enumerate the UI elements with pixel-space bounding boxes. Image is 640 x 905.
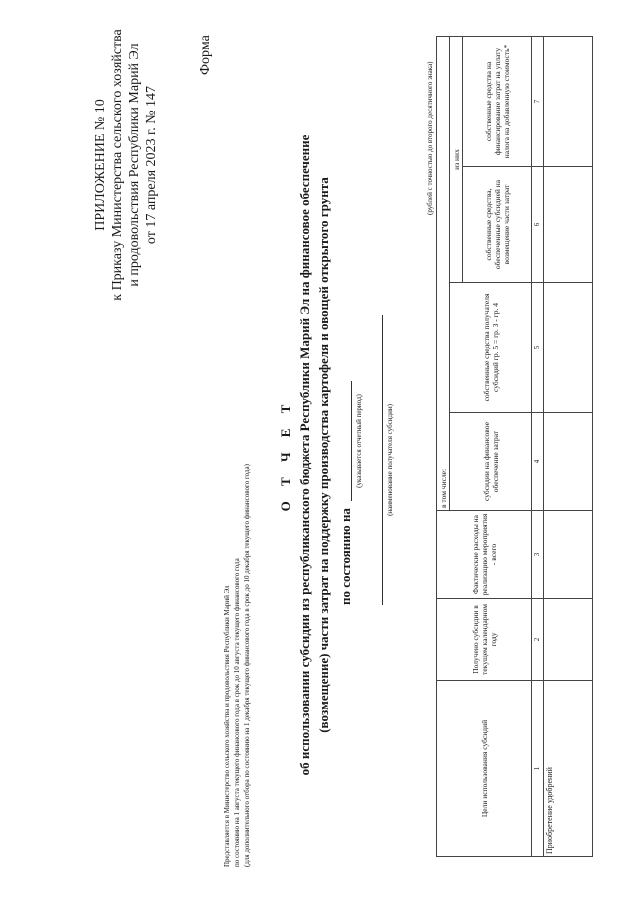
appendix-date-line: от 17 апреля 2023 г. № 147: [144, 85, 159, 245]
recipient-hint: (наименование получателя субсидии): [386, 404, 394, 516]
header-own-funds: собственные средства получателя субсидий гр. 5 = гр. 3 - гр. 4: [450, 283, 532, 413]
header-received-subsidy: Получено субсидии в текущем календарном году: [437, 599, 532, 681]
row-vat-cell: [544, 36, 593, 166]
form-label: Форма: [198, 35, 213, 75]
report-period-hint: (указывается отчетный период): [355, 394, 363, 488]
column-number: 1: [532, 681, 544, 857]
row-purpose-cell: Приобретение удобрений: [544, 681, 593, 857]
report-period-line: [351, 381, 352, 501]
row-subsidy-cell: [544, 413, 593, 511]
appendix-order-line: к Приказу Министерства сельского хозяйства: [110, 29, 125, 301]
report-title: О Т Ч Е Т: [278, 398, 293, 512]
report-table: [436, 36, 593, 857]
report-as-of-label: по состоянию на: [338, 508, 353, 605]
column-number: 2: [532, 599, 544, 681]
column-number: 4: [532, 413, 544, 511]
header-own-funds-vat: собственные средства на финансирование затрат на уплату налога на добавленную стоимость*: [463, 36, 532, 166]
header-including: в том числе:: [437, 36, 450, 510]
appendix-number: ПРИЛОЖЕНИЕ № 10: [93, 99, 108, 231]
table-row: [544, 36, 593, 856]
header-purpose: Цели использования субсидий: [437, 681, 532, 857]
appendix-ministry-line: и продовольствия Республики Марий Эл: [127, 43, 142, 287]
submission-note-line1: Представляется в Министерство сельского хозяйства и продовольствия Республики Марий Эл: [223, 585, 231, 867]
row-reimbursement-cell: [544, 167, 593, 283]
table-units-note: (рублей с точностью до второго десятичного знака): [426, 61, 434, 215]
report-subtitle-line1: об использовании субсидии из республиканского бюджета Республики Марий Эл на финансовое обеспечение: [297, 134, 312, 776]
row-received-cell: [544, 599, 593, 681]
submission-note: [222, 464, 252, 867]
table-column-numbers-row: [532, 36, 544, 856]
recipient-line: [382, 315, 383, 605]
column-number: 7: [532, 36, 544, 166]
column-number: 5: [532, 283, 544, 413]
table-header-row-1: [437, 36, 450, 856]
header-of-which: из них: [450, 36, 463, 282]
header-actual-expenses: Фактические расходы на реализацию мероприятия - всего: [437, 511, 532, 599]
column-number: 6: [532, 167, 544, 283]
row-own-funds-cell: [544, 283, 593, 413]
submission-note-line2: по состоянию на 1 августа текущего финансового года в срок до 10 августа текущего финансового года: [233, 558, 241, 867]
submission-note-line3: (для дополнительного отбора по состоянию на 1 декабря текущего финансового года в срок до 10 декабря текущего финансового года): [243, 464, 251, 867]
column-number: 3: [532, 511, 544, 599]
header-own-funds-reimbursement: собственные средства, обеспеченные субсидией на возмещение части затрат: [463, 167, 532, 283]
report-subtitle-line2: (возмещение) части затрат на поддержку производства картофеля и овощей открытого грунта: [316, 177, 331, 733]
appendix-header: [92, 15, 160, 315]
header-subsidy-financing: субсидии на финансовое обеспечение затрат: [450, 413, 532, 511]
report-title-block: [276, 95, 333, 815]
row-actual-expenses-cell: [544, 511, 593, 599]
